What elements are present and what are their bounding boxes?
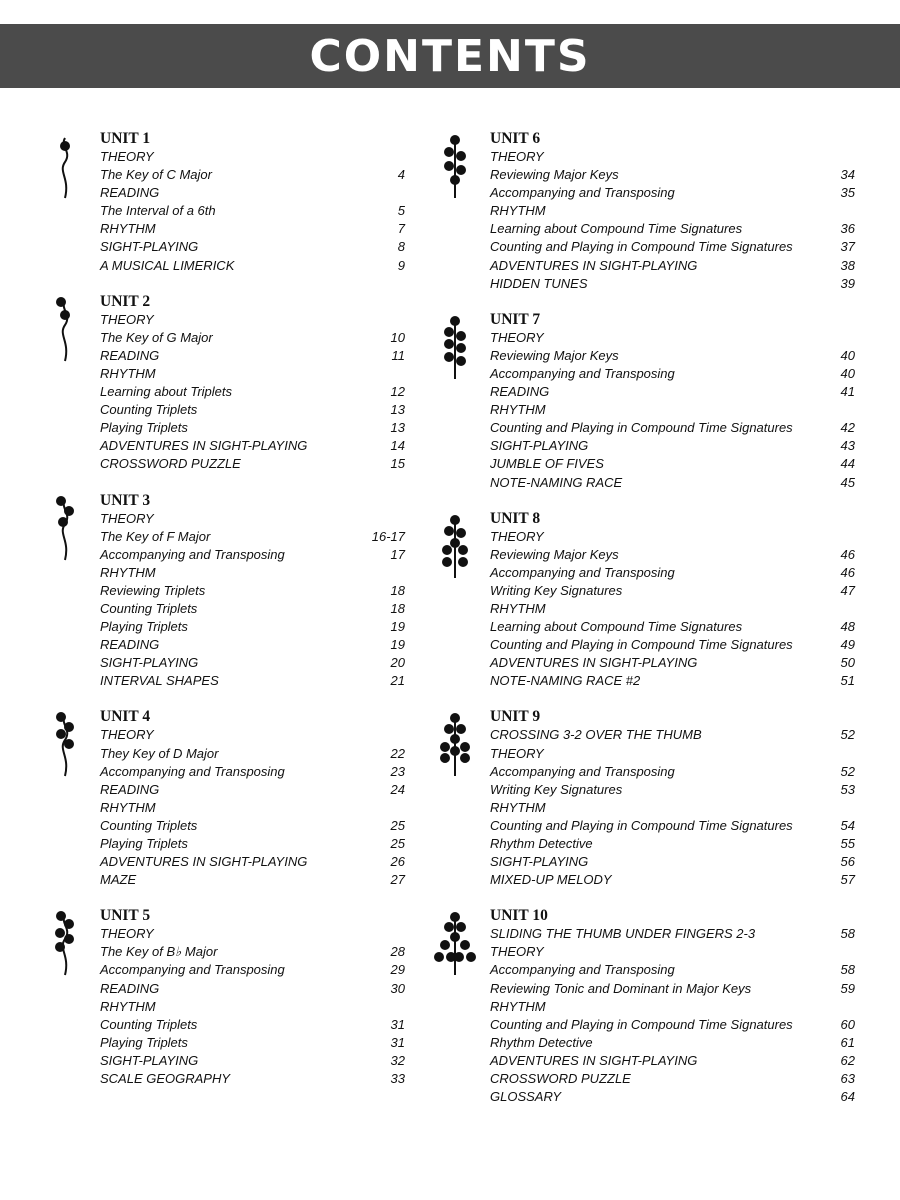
- toc-entry: [100, 383, 405, 401]
- toc-entry-title: THEORY: [100, 311, 154, 327]
- toc-entry-title: RHYTHM: [100, 365, 156, 381]
- toc-entry: [490, 745, 855, 763]
- note-tree-icon: [430, 132, 480, 202]
- toc-entry: [490, 582, 855, 600]
- toc-entry: [100, 582, 405, 600]
- toc-entry-title: Reviewing Major Keys: [490, 347, 619, 363]
- toc-entry-page: 22: [390, 745, 405, 761]
- unit-block: [430, 510, 855, 691]
- toc-entry-title: SLIDING THE THUMB UNDER FINGERS 2-3: [490, 926, 756, 942]
- unit-block: [430, 311, 855, 492]
- toc-entry: [490, 564, 855, 582]
- toc-entry: [100, 763, 405, 781]
- toc-entry-title: ADVENTURES IN SIGHT-PLAYING: [100, 854, 308, 870]
- toc-entry-page: 33: [390, 1071, 405, 1087]
- toc-entry-title: Playing Triplets: [100, 420, 188, 436]
- note-tree-icon: [40, 295, 90, 365]
- note-tree-icon: [40, 132, 90, 202]
- toc-entry-title: The Key of B♭ Major: [100, 944, 218, 960]
- toc-entry-page: 31: [390, 1034, 405, 1050]
- toc-entry-page: 44: [840, 456, 855, 472]
- toc-entry-title: Writing Key Signatures: [490, 582, 623, 598]
- toc-entry: [100, 528, 405, 546]
- toc-entry-title: Learning about Compound Time Signatures: [490, 619, 743, 635]
- toc-entry: [490, 600, 855, 618]
- toc-entry: [100, 1016, 405, 1034]
- toc-entry-page: 52: [840, 727, 855, 743]
- toc-entry-page: 53: [840, 781, 855, 797]
- toc-entry-title: JUMBLE OF FIVES: [490, 456, 604, 472]
- toc-entry-title: RHYTHM: [490, 203, 546, 219]
- toc-entry-page: 63: [840, 1071, 855, 1087]
- unit-title: UNIT 1: [100, 130, 151, 147]
- toc-entry-title: Reviewing Major Keys: [490, 167, 619, 183]
- toc-entry: [490, 238, 855, 256]
- toc-entry: [100, 998, 405, 1016]
- toc-entry: [490, 166, 855, 184]
- toc-entry-page: 51: [840, 673, 855, 689]
- toc-entry-title: RHYTHM: [490, 799, 546, 815]
- toc-entry-title: Accompanying and Transposing: [490, 962, 675, 978]
- toc-entry: [100, 257, 405, 275]
- unit-title: UNIT 5: [100, 907, 151, 925]
- unit-title: UNIT 9: [490, 708, 541, 726]
- toc-entry-page: 58: [840, 926, 855, 942]
- toc-entry-page: 21: [390, 673, 405, 689]
- toc-entry-title: Accompanying and Transposing: [490, 564, 675, 580]
- toc-entry: [490, 383, 855, 401]
- toc-entry: [490, 474, 855, 492]
- toc-entry-page: 15: [390, 456, 405, 472]
- toc-entry: [490, 998, 855, 1016]
- toc-entry-title: Playing Triplets: [100, 1034, 188, 1050]
- toc-entry: [100, 311, 405, 329]
- toc-entry-page: 25: [390, 836, 405, 851]
- note-tree-icon: [430, 909, 480, 979]
- toc-entry-title: CROSSWORD PUZZLE: [100, 456, 241, 472]
- toc-entry-page: 37: [840, 239, 855, 255]
- toc-entry-title: SIGHT-PLAYING: [100, 239, 199, 255]
- toc-entry-page: 31: [390, 1016, 405, 1032]
- toc-entry: [490, 618, 855, 636]
- note-tree-icon: [430, 512, 480, 582]
- toc-entry-title: INTERVAL SHAPES: [100, 673, 219, 689]
- toc-entry-page: 58: [840, 962, 855, 978]
- toc-entry-title: Accompanying and Transposing: [490, 185, 675, 201]
- toc-entry: [490, 871, 855, 889]
- toc-entry: [100, 980, 405, 998]
- toc-entry-title: SCALE GEOGRAPHY: [100, 1071, 231, 1087]
- toc-entry: [100, 817, 405, 835]
- toc-entry: [490, 1034, 855, 1052]
- toc-entry-page: 49: [840, 637, 855, 653]
- toc-entry-page: 19: [390, 619, 405, 635]
- toc-entry: [490, 1016, 855, 1034]
- toc-entry: [490, 781, 855, 799]
- unit-block: [40, 293, 405, 474]
- toc-entry-page: 10: [390, 329, 405, 345]
- toc-entry-page: 55: [840, 836, 855, 851]
- toc-entry-page: 40: [840, 347, 855, 363]
- toc-entry-page: 30: [390, 980, 405, 996]
- toc-entry-page: 14: [390, 438, 405, 454]
- unit-title: UNIT 4: [100, 708, 151, 726]
- toc-entry-page: 59: [840, 980, 855, 996]
- toc-entry-title: MAZE: [100, 872, 137, 888]
- toc-entry-title: READING: [100, 347, 160, 363]
- toc-entry-title: RHYTHM: [100, 221, 156, 237]
- toc-entry-title: READING: [100, 980, 160, 996]
- toc-entry-title: ADVENTURES IN SIGHT-PLAYING: [490, 655, 698, 671]
- toc-entry: [100, 636, 405, 654]
- toc-entry-page: 54: [840, 817, 855, 833]
- toc-entry-title: They Key of D Major: [100, 745, 219, 761]
- toc-entry: [100, 925, 405, 943]
- toc-entry: [100, 600, 405, 618]
- toc-entry-page: 20: [390, 655, 405, 671]
- toc-entry-title: Accompanying and Transposing: [100, 763, 285, 779]
- toc-entry: [100, 401, 405, 419]
- toc-entry: [490, 1070, 855, 1088]
- note-tree-icon: [430, 710, 480, 780]
- toc-entry-page: 8: [397, 239, 405, 255]
- toc-entry-title: SIGHT-PLAYING: [490, 438, 589, 454]
- toc-entry: [100, 943, 405, 961]
- toc-entry-title: Counting Triplets: [100, 402, 198, 418]
- toc-entry-title: ADVENTURES IN SIGHT-PLAYING: [100, 438, 308, 454]
- toc-entry-page: 26: [390, 854, 405, 870]
- toc-entry-title: Counting and Playing in Compound Time Signatures: [490, 1016, 793, 1032]
- toc-entry-page: 45: [840, 474, 855, 490]
- toc-entry-page: 38: [840, 257, 855, 273]
- toc-entry-page: 27: [390, 872, 405, 888]
- toc-entry: [490, 853, 855, 871]
- toc-entry-title: SIGHT-PLAYING: [100, 655, 199, 671]
- toc-entry: [490, 528, 855, 546]
- toc-entry-page: 36: [840, 221, 855, 237]
- toc-entry-page: 62: [840, 1052, 855, 1068]
- toc-entry: [100, 835, 405, 853]
- page-title: CONTENTS: [309, 30, 591, 82]
- toc-entry: [490, 437, 855, 455]
- toc-entry-title: READING: [100, 185, 160, 201]
- toc-entry: [100, 871, 405, 889]
- toc-entry-page: 19: [390, 637, 405, 653]
- toc-entry: [100, 365, 405, 383]
- toc-entry-page: 52: [840, 763, 855, 779]
- toc-entry-title: Counting and Playing in Compound Time Signatures: [490, 637, 793, 653]
- toc-entry: [100, 726, 405, 744]
- toc-entry-page: 29: [390, 962, 405, 978]
- toc-entry-title: Reviewing Tonic and Dominant in Major Keys: [490, 980, 752, 996]
- toc-entry-title: Rhythm Detective: [490, 836, 593, 851]
- toc-entry: [100, 618, 405, 636]
- toc-entry-page: 25: [390, 817, 405, 833]
- toc-entry-title: CROSSWORD PUZZLE: [490, 1071, 631, 1087]
- toc-entry-title: A MUSICAL LIMERICK: [100, 257, 235, 273]
- toc-entry: [100, 419, 405, 437]
- note-tree-icon: [430, 313, 480, 383]
- toc-entry: [490, 546, 855, 564]
- toc-entry-title: SIGHT-PLAYING: [100, 1052, 199, 1068]
- toc-entry-page: 32: [390, 1052, 405, 1068]
- toc-entry-title: Accompanying and Transposing: [100, 546, 285, 562]
- toc-entry-title: Learning about Triplets: [100, 384, 233, 400]
- toc-entry-title: Counting and Playing in Compound Time Signatures: [490, 817, 793, 833]
- toc-entry: [100, 672, 405, 690]
- toc-entry-title: RHYTHM: [490, 402, 546, 418]
- toc-entry-page: 41: [840, 384, 855, 400]
- toc-entry: [490, 654, 855, 672]
- toc-entry: [490, 980, 855, 998]
- toc-entry: [490, 636, 855, 654]
- toc-entry: [100, 220, 405, 238]
- unit-title: UNIT 3: [100, 491, 151, 509]
- unit-block: [430, 708, 855, 889]
- toc-entry: [100, 1034, 405, 1052]
- toc-entry: [490, 347, 855, 365]
- toc-entry-title: Reviewing Major Keys: [490, 546, 619, 562]
- toc-entry: [490, 401, 855, 419]
- toc-entry-title: The Key of C Major: [100, 167, 212, 183]
- toc-entry-title: The Key of G Major: [100, 329, 213, 345]
- toc-entry: [490, 202, 855, 220]
- toc-entry: [100, 510, 405, 528]
- toc-entry-title: Counting Triplets: [100, 600, 198, 616]
- toc-entry: [100, 781, 405, 799]
- toc-entry-page: 12: [390, 384, 405, 400]
- toc-entry-page: 57: [840, 872, 855, 888]
- toc-entry-page: 47: [840, 582, 855, 598]
- toc-entry: [100, 329, 405, 347]
- note-tree-icon: [40, 494, 90, 564]
- toc-entry-title: NOTE-NAMING RACE #2: [490, 673, 641, 689]
- toc-entry: [490, 1088, 855, 1106]
- toc-entry-title: RHYTHM: [100, 998, 156, 1014]
- toc-entry: [490, 184, 855, 202]
- toc-entry: [490, 1052, 855, 1070]
- toc-entry-page: 46: [840, 546, 855, 562]
- toc-entry-page: 18: [390, 582, 405, 598]
- toc-entry: [100, 202, 405, 220]
- toc-entry-title: THEORY: [100, 510, 154, 526]
- toc-entry-title: Accompanying and Transposing: [490, 365, 675, 381]
- toc-entry-title: THEORY: [490, 944, 544, 960]
- toc-entry-page: 64: [840, 1089, 855, 1105]
- toc-entry: [100, 437, 405, 455]
- unit-block: [40, 130, 405, 275]
- toc-entry-page: 39: [840, 275, 855, 291]
- toc-entry-page: 24: [390, 781, 405, 797]
- toc-entry: [100, 546, 405, 564]
- toc-entry-page: 11: [391, 347, 405, 363]
- toc-entry: [490, 817, 855, 835]
- toc-entry-title: THEORY: [490, 528, 544, 544]
- toc-entry-title: Counting Triplets: [100, 1016, 198, 1032]
- toc-entry-title: HIDDEN TUNES: [490, 275, 588, 291]
- toc-entry-page: 60: [840, 1016, 855, 1032]
- toc-entry-page: 4: [397, 167, 405, 183]
- toc-entry-page: 5: [397, 203, 405, 219]
- toc-entry-title: THEORY: [490, 149, 544, 164]
- toc-entry: [100, 961, 405, 979]
- toc-entry-page: 18: [390, 600, 405, 616]
- toc-entry-title: READING: [100, 637, 160, 653]
- toc-entry: [100, 799, 405, 817]
- toc-entry-title: ADVENTURES IN SIGHT-PLAYING: [490, 1052, 698, 1068]
- toc-entry-page: 50: [840, 655, 855, 671]
- toc-entry-title: RHYTHM: [490, 600, 546, 616]
- toc-entry-title: The Key of F Major: [100, 528, 211, 544]
- toc-entry-title: Accompanying and Transposing: [490, 763, 675, 779]
- toc-entry-title: THEORY: [490, 745, 544, 761]
- unit-block: [40, 907, 405, 1088]
- unit-block: [430, 907, 855, 1106]
- unit-block: [430, 130, 855, 293]
- toc-entry-title: Counting and Playing in Compound Time Signatures: [490, 239, 793, 255]
- toc-entry-page: 23: [390, 763, 405, 779]
- toc-entry-title: Reviewing Triplets: [100, 582, 206, 598]
- toc-entry-title: THEORY: [100, 149, 154, 164]
- toc-entry: [490, 329, 855, 347]
- toc-entry-title: The Interval of a 6th: [100, 203, 216, 219]
- toc-entry: [100, 166, 405, 184]
- toc-entry-page: 46: [840, 564, 855, 580]
- toc-entry: [490, 943, 855, 961]
- toc-entry-page: 42: [840, 420, 855, 436]
- toc-entry-page: 9: [397, 257, 405, 273]
- toc-entry: [490, 672, 855, 690]
- toc-entry: [490, 220, 855, 238]
- toc-entry: [490, 455, 855, 473]
- toc-entry: [490, 148, 855, 166]
- toc-left-column: [40, 130, 405, 1088]
- toc-entry: [100, 564, 405, 582]
- toc-entry-page: 35: [840, 185, 855, 201]
- toc-entry-title: RHYTHM: [100, 799, 156, 815]
- toc-entry: [490, 726, 855, 744]
- toc-entry-title: CROSSING 3-2 OVER THE THUMB: [490, 727, 702, 743]
- toc-entry-page: 43: [840, 438, 855, 454]
- unit-title: UNIT 7: [490, 310, 541, 328]
- toc-entry-page: 7: [397, 221, 405, 237]
- toc-entry-title: MIXED-UP MELODY: [490, 872, 612, 888]
- toc-entry: [100, 654, 405, 672]
- toc-entry-page: 13: [390, 402, 405, 418]
- toc-entry: [100, 853, 405, 871]
- toc-entry: [490, 275, 855, 293]
- unit-title: UNIT 10: [490, 907, 548, 925]
- toc-entry: [490, 419, 855, 437]
- toc-entry-page: 13: [390, 420, 405, 436]
- toc-entry-page: 48: [840, 619, 855, 635]
- toc-entry-title: Counting Triplets: [100, 817, 198, 833]
- toc-entry-page: 40: [840, 365, 855, 381]
- toc-entry-title: Accompanying and Transposing: [100, 962, 285, 978]
- toc-entry: [490, 925, 855, 943]
- unit-title: UNIT 6: [490, 130, 541, 147]
- toc-entry-title: Rhythm Detective: [490, 1034, 593, 1050]
- unit-block: [40, 708, 405, 889]
- toc-entry: [100, 184, 405, 202]
- toc-entry-page: 61: [840, 1034, 855, 1050]
- toc-entry-title: Counting and Playing in Compound Time Signatures: [490, 420, 793, 436]
- toc-entry: [100, 347, 405, 365]
- toc-entry-page: 56: [840, 854, 855, 870]
- toc-entry-title: THEORY: [490, 329, 544, 345]
- unit-title: UNIT 8: [490, 509, 541, 527]
- unit-title: UNIT 2: [100, 292, 151, 310]
- toc-entry: [490, 835, 855, 853]
- toc-entry: [100, 1052, 405, 1070]
- toc-entry: [490, 799, 855, 817]
- toc-entry-title: GLOSSARY: [490, 1089, 562, 1105]
- toc-entry-title: ADVENTURES IN SIGHT-PLAYING: [490, 257, 698, 273]
- toc-entry-title: Writing Key Signatures: [490, 781, 623, 797]
- toc-entry-page: 28: [390, 944, 405, 960]
- contents-banner: [0, 24, 900, 88]
- note-tree-icon: [40, 710, 90, 780]
- toc-entry: [100, 148, 405, 166]
- toc-entry-title: READING: [100, 781, 160, 797]
- toc-entry-title: RHYTHM: [100, 564, 156, 580]
- toc-entry: [490, 961, 855, 979]
- toc-entry: [490, 257, 855, 275]
- toc-entry-title: RHYTHM: [490, 998, 546, 1014]
- toc-entry-title: Playing Triplets: [100, 619, 188, 635]
- note-tree-icon: [40, 909, 90, 979]
- toc-entry-title: Playing Triplets: [100, 836, 188, 851]
- toc-entry-title: READING: [490, 384, 550, 400]
- toc-entry-title: Learning about Compound Time Signatures: [490, 221, 743, 237]
- toc-entry: [490, 365, 855, 383]
- toc-entry-title: THEORY: [100, 727, 154, 743]
- unit-block: [40, 492, 405, 691]
- toc-entry-page: 34: [840, 167, 855, 183]
- toc-entry-page: 17: [390, 546, 405, 562]
- toc-entry-title: THEORY: [100, 926, 154, 942]
- toc-entry-title: SIGHT-PLAYING: [490, 854, 589, 870]
- toc-entry: [100, 745, 405, 763]
- toc-entry-title: NOTE-NAMING RACE: [490, 474, 623, 490]
- toc-entry: [100, 1070, 405, 1088]
- toc-entry: [100, 238, 405, 256]
- toc-entry: [100, 455, 405, 473]
- toc-entry-page: 16-17: [371, 528, 405, 544]
- toc-right-column: [430, 130, 855, 1124]
- toc-entry: [490, 763, 855, 781]
